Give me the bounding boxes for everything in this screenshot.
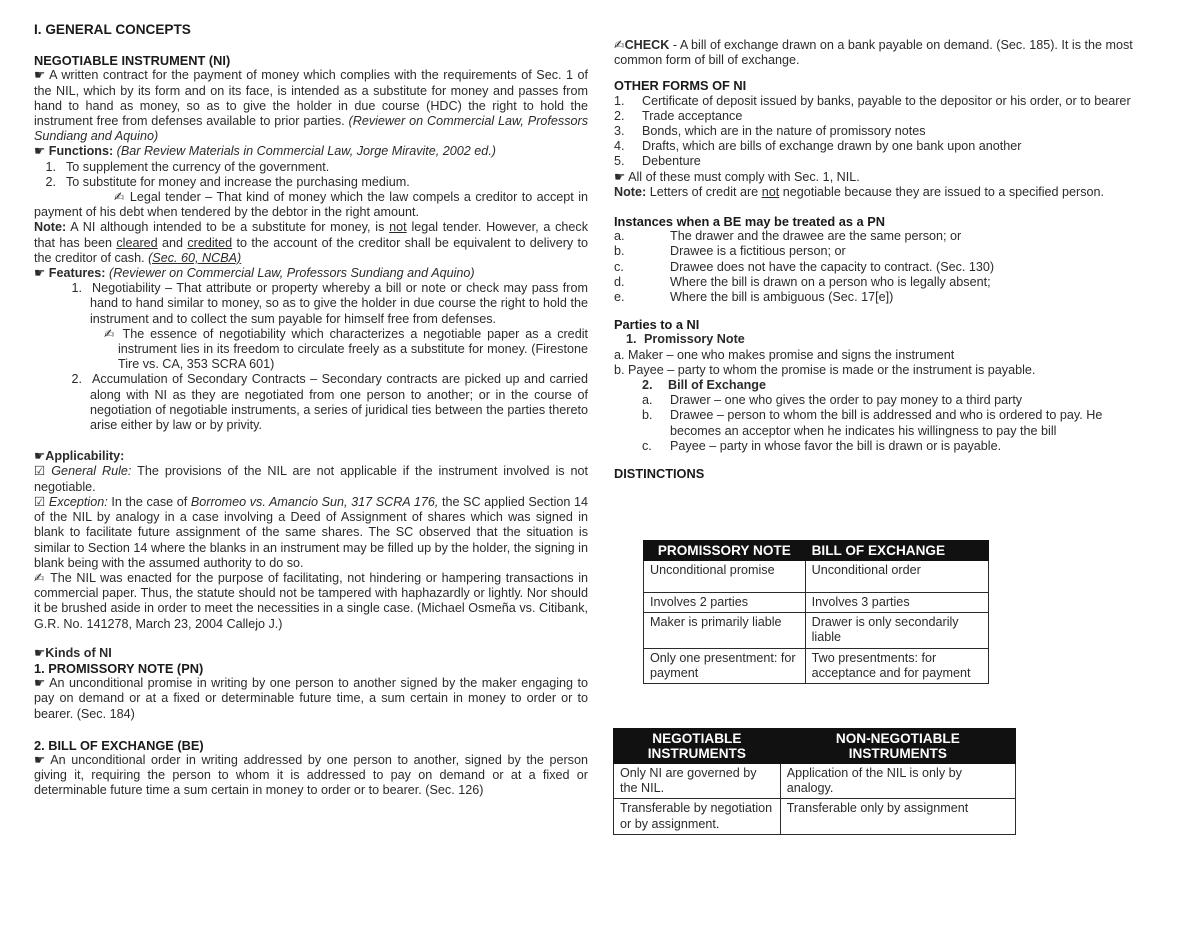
kinds-heading: ☛Kinds of NI [34,645,112,660]
list-item: d. Where the bill is drawn on a person who is legally absent; [614,274,991,289]
writing-hand-icon: ✍ [104,326,117,341]
list-item: c. Drawee does not have the capacity to contract. (Sec. 130) [614,259,995,274]
writing-hand-icon: ✍ [614,38,625,52]
list-item: c. Payee – party in whose favor the bill is drawn or is payable. [642,438,1002,453]
feature-2: 2. Accumulation of Secondary Contracts – Secondary contracts are picked up and carried along with NI as they are negotiated from one person to another; or in the course of negotiation of negotiable instruments, a series of juridical ties between the parties thereto arise either by law or by privity. [71,372,588,433]
pointing-hand-icon: ☛ [34,676,46,691]
be-subheading: 2. Bill of Exchange [642,378,766,393]
functions-list [34,160,588,190]
functions-line: ☛ Functions: (Bar Review Materials in Commercial Law, Jorge Miravite, 2002 ed.) [34,144,497,159]
pn-heading: 1. PROMISSORY NOTE (PN) [34,660,204,676]
pn-subheading: 1. Promissory Note [626,332,745,347]
be-definition: ☛ An unconditional order in writing addressed by one person to another, signed by the person giving it, requiring the person to whom it is addressed to pay on demand or at a fixed or determinable future time a sum certain in money to order or to bearer. (Sec. 126) [34,752,588,798]
table-cell: Unconditional promise [644,561,806,593]
pointing-hand-icon: ☛ [34,645,46,660]
check-definition: ✍CHECK - A bill of exchange drawn on a bank payable on demand. (Sec. 185). It is the most common form of bill of exchange. [614,38,1133,68]
pointing-hand-icon: ☛ [34,752,46,767]
table-cell: Involves 2 parties [644,593,806,613]
table-cell: Application of the NIL is only by analogy. [780,764,1015,799]
list-item: e. Where the bill is ambiguous (Sec. 17[e]) [614,290,894,305]
pn-definition: ☛ An unconditional promise in writing by one person to another signed by the maker engaging to pay on demand or at a fixed or determinable future time, a sum certain in money to order or to bearer. (Sec. 184) [34,676,588,721]
table-cell: Maker is primarily liable [644,613,806,648]
table-cell: Two presentments: for acceptance and for payment [805,648,988,683]
list-item: 1. Certificate of deposit issued by banks, payable to the depositor or his order, or to bearer [614,93,1131,108]
list-item: b. Drawee – person to whom the bill is addressed and who is ordered to pay. He becomes an acceptor when he indicates his willingness to pay the bill [642,408,1103,438]
pointing-hand-icon: ☛ [34,266,46,281]
left-column [34,22,588,799]
legal-tender: ✍ Legal tender – That kind of money which the law compels a creditor to accept in payment of his debt when tendered by the debtor in the right amount. [34,190,588,220]
be-parties-list [614,393,1144,454]
other-forms-heading: OTHER FORMS OF NI [614,78,747,94]
table-cell: Involves 3 parties [805,593,988,613]
writing-hand-icon: ✍ [114,190,126,205]
list-item: 4. Drafts, which are bills of exchange drawn by one bank upon another [614,139,1022,154]
list-item: a. The drawer and the drawee are the same person; or [614,229,962,244]
pointing-hand-icon: ☛ [34,449,46,464]
exception: ☑ Exception: In the case of Borromeo vs. Amancio Sun, 317 SCRA 176, the SC applied Section 14 of the NIL by analogy in a case involving a Deed of Assignment of shares which was signed in blank to facilitate future assignment of the same shares. The SC observed that the situation is similar to Section 14 where the blanks in an instrument may be filled up by the holder, the signing in blank being with the assumed authority to do so. [34,494,588,570]
pn-vs-be-table [643,540,989,684]
table-row [644,593,989,613]
table-cell: Transferable by negotiation or by assignment. [614,799,781,834]
list-item: b. Payee – party to whom the promise is made or the instrument is payable. [614,362,1036,377]
features-line: ☛ Features: (Reviewer on Commercial Law, Professors Sundiang and Aquino) [34,266,475,281]
table-row [644,561,989,593]
table-row [644,613,989,648]
pointing-hand-icon: ☛ [614,169,626,184]
right-column [614,38,1144,481]
checkbox-icon: ☑ [34,494,46,509]
writing-hand-icon: ✍ [34,570,46,585]
table-header-row [644,541,989,561]
table-row [614,799,1016,834]
general-rule: ☑ General Rule: The provisions of the NIL are not applicable if the instrument involved is not negotiable. [34,464,589,494]
list-item: 1. To supplement the currency of the government. [45,159,330,174]
table-header-cell: BILL OF EXCHANGE [805,541,988,561]
table-cell: Transferable only by assignment [780,799,1015,834]
list-item: 3. Bonds, which are in the nature of promissory notes [614,124,926,139]
other-forms-list [614,94,1144,170]
applicability-line: ☛Applicability: [34,449,125,464]
list-item: 5. Debenture [614,154,701,169]
ni-vs-non-ni-table [613,728,1016,835]
instances-heading: Instances when a BE may be treated as a PN [614,214,885,230]
instances-list [614,229,1144,305]
table-cell: Unconditional order [805,561,988,593]
pointing-hand-icon: ☛ [34,68,46,83]
table-row [644,648,989,683]
table-cell: Only NI are governed by the NIL. [614,764,781,799]
parties-heading: Parties to a NI [614,317,700,333]
pointing-hand-icon: ☛ [34,144,46,159]
ni-definition: ☛ A written contract for the payment of money which complies with the requirements of Sec. 1 of the NIL, which by its form and on its face, is intended as a substitute for money and passes from hand to hand as money, so as to give the holder in due course (HDC) the right to hold the instrument free from defenses available to prior parties. (Reviewer on Commercial Law, Professors Sundiang and Aquino) [34,68,589,144]
table-header-cell: NEGOTIABLE INSTRUMENTS [614,729,781,764]
letters-note: Note: Letters of credit are not negotiable because they are issued to a specified person. [614,184,1105,199]
list-item: a. Maker – one who makes promise and signs the instrument [614,347,955,362]
be-heading: 2. BILL OF EXCHANGE (BE) [34,737,204,753]
checkbox-icon: ☑ [34,464,46,479]
table-cell: Drawer is only secondarily liable [805,613,988,648]
table-row [614,764,1016,799]
feature-1: 1. Negotiability – That attribute or property whereby a bill or note or check may pass from hand to hand similar to money, so as to give the holder in due course the right to hold the instrument and to collect the sum payable for himself free from defenses. [71,281,588,326]
note-paragraph: Note: A NI although intended to be a substitute for money, is not legal tender. However, a check that has been cleared and credited to the account of the creditor shall be equivalent to delivery to the creditor of cash. (Sec. 60, NCBA) [34,220,589,265]
table-cell: Only one presentment: for payment [644,648,806,683]
nil-purpose: ✍ The NIL was enacted for the purpose of facilitating, not hindering or hampering transactions in commercial paper. Thus, the statute should not be tampered with haphazardly or lightly. Nor should it be brushed aside in order to meet the necessities in a single case. (Michael Osmeña vs. Citibank, G.R. No. 141278, March 23, 2004 Callejo J.) [34,570,588,631]
comply-line: ☛ All of these must comply with Sec. 1, NIL. [614,169,860,184]
feature-1-note: ✍ The essence of negotiability which characterizes a negotiable paper as a credit instrument lies in its freedom to circulate freely as a substitute for money. (Firestone Tire vs. CA, 353 SCRA 601) [104,326,588,372]
section-title: I. GENERAL CONCEPTS [34,22,191,37]
distinctions-heading: DISTINCTIONS [614,466,705,482]
ni-heading: NEGOTIABLE INSTRUMENT (NI) [34,53,231,69]
list-item: b. Drawee is a fictitious person; or [614,244,846,259]
table-header-row [614,729,1016,764]
list-item: 2. To substitute for money and increase the purchasing medium. [45,174,410,189]
list-item: a. Drawer – one who gives the order to pay money to a third party [642,393,1023,408]
table-header-cell: PROMISSORY NOTE [644,541,806,561]
list-item: 2. Trade acceptance [614,108,743,123]
table-header-cell: NON-NEGOTIABLE INSTRUMENTS [780,729,1015,764]
